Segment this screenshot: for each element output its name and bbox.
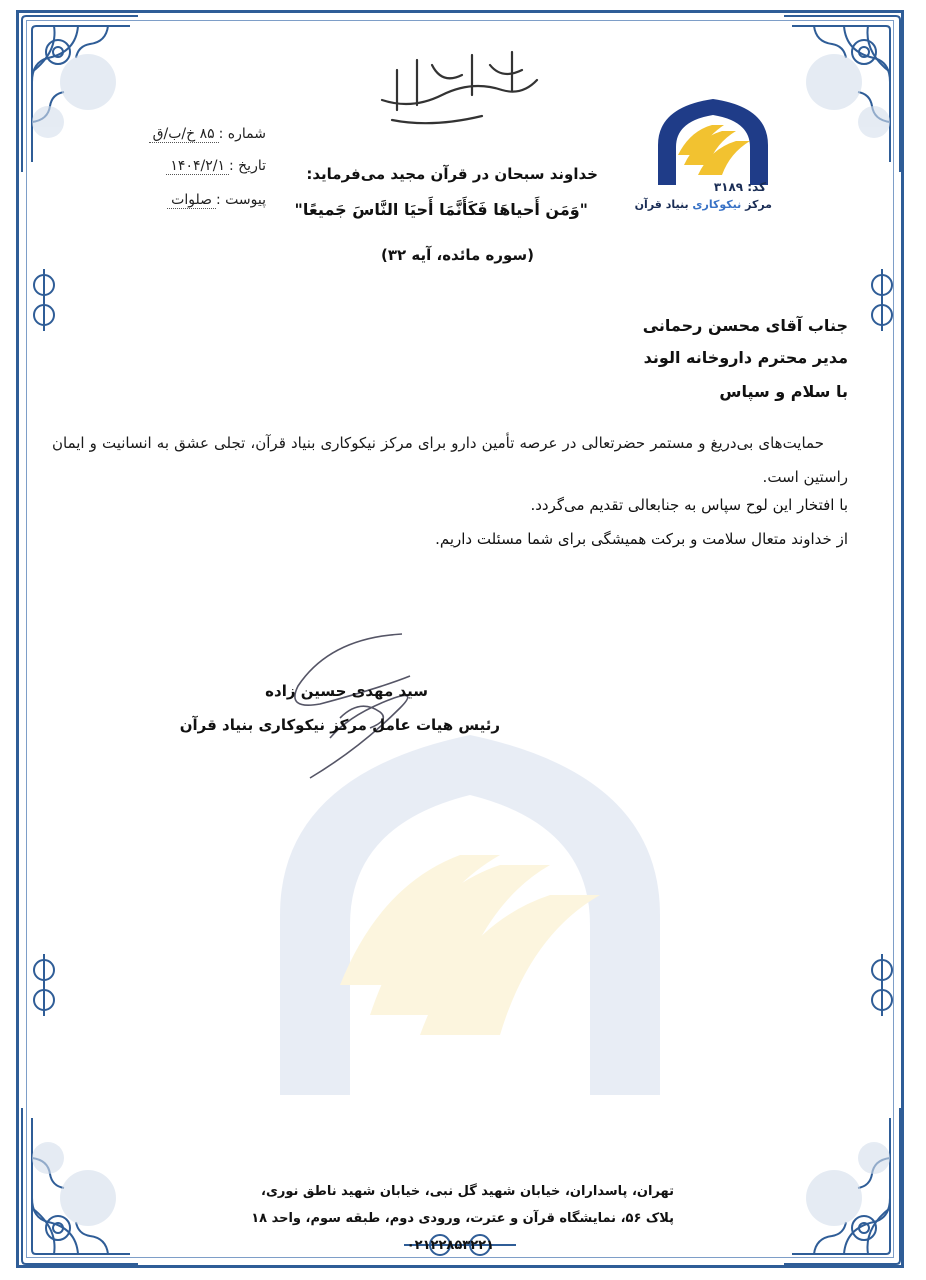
footer-address-line-1: تهران، پاسداران، خیابان شهید گل نبی، خیابان شهید ناطق نوری، [261,1184,674,1199]
attachment-value: صلوات [167,192,216,209]
letter-date-field [166,158,266,174]
number-label: شماره : [218,126,266,142]
logo-name-prefix: مرکز [741,198,772,211]
basmala-calligraphy [372,40,547,130]
letter-number-field [149,126,266,142]
letter-attachment-field [167,192,266,208]
corner-ornament-bottom-right [774,1098,904,1268]
signatory-title: رئیس هیات عامل مرکز نیکوکاری بنیاد قرآن [179,716,500,734]
logo-code: کد: ۳۱۸۹ [713,180,766,194]
body-paragraph-2: با افتخار این لوح سپاس به جنابعالی تقدیم می‌گردد. [530,496,848,514]
recipient-name: جناب آقای محسن رحمانی [642,316,848,335]
date-value: ۱۴۰۴/۲/۱ [166,158,229,175]
quote-reference: (سوره مائده، آیه ۳۲) [381,246,534,264]
footer-phone: ۰۲۱۲۲۸۵۳۲۲۱ [406,1238,494,1253]
corner-ornament-top-left [18,12,148,182]
side-ornament-left-bottom [24,950,64,1020]
corner-ornament-top-right [774,12,904,182]
number-value: ۸۵ خ/ب/ق [149,126,219,143]
side-ornament-left-top [24,265,64,335]
body-paragraph-1: حمایت‌های بی‌دریغ و مستمر حضرتعالی در عرصه تأمین دارو برای مرکز نیکوکاری بنیاد قرآن، تجلی عشق به انسانیت و ایمان راستین است. [52,434,848,486]
greeting: با سلام و سپاس [719,382,848,401]
side-ornament-right-bottom [862,950,902,1020]
side-ornament-right-top [862,265,902,335]
body-paragraph-3: از خداوند متعال سلامت و برکت همیشگی برای شما مسئلت داریم. [435,530,848,548]
quote-verse: "وَمَن أَحیاهَا فَکَأَنَّمَا أَحیَا النَّاسَ جَمیعًا" [294,200,588,219]
footer-address-line-2: پلاک ۵۶، نمایشگاه قرآن و عترت، ورودی دوم، طبقه سوم، واحد ۱۸ [251,1211,674,1226]
organization-logo [652,95,774,185]
signatory-name: سید مهدی حسین زاده [265,682,428,700]
corner-ornament-bottom-left [18,1098,148,1268]
date-label: تاریخ : [228,158,266,174]
logo-name [634,198,772,211]
quote-intro: خداوند سبحان در قرآن مجید می‌فرماید: [306,165,598,183]
recipient-title: مدیر محترم داروخانه الوند [643,348,848,367]
handwritten-signature [290,628,430,783]
attachment-label: پیوست : [216,192,266,208]
logo-name-suffix: بنیاد قرآن [634,198,693,211]
logo-name-highlight: نیکوکاری [692,198,742,211]
